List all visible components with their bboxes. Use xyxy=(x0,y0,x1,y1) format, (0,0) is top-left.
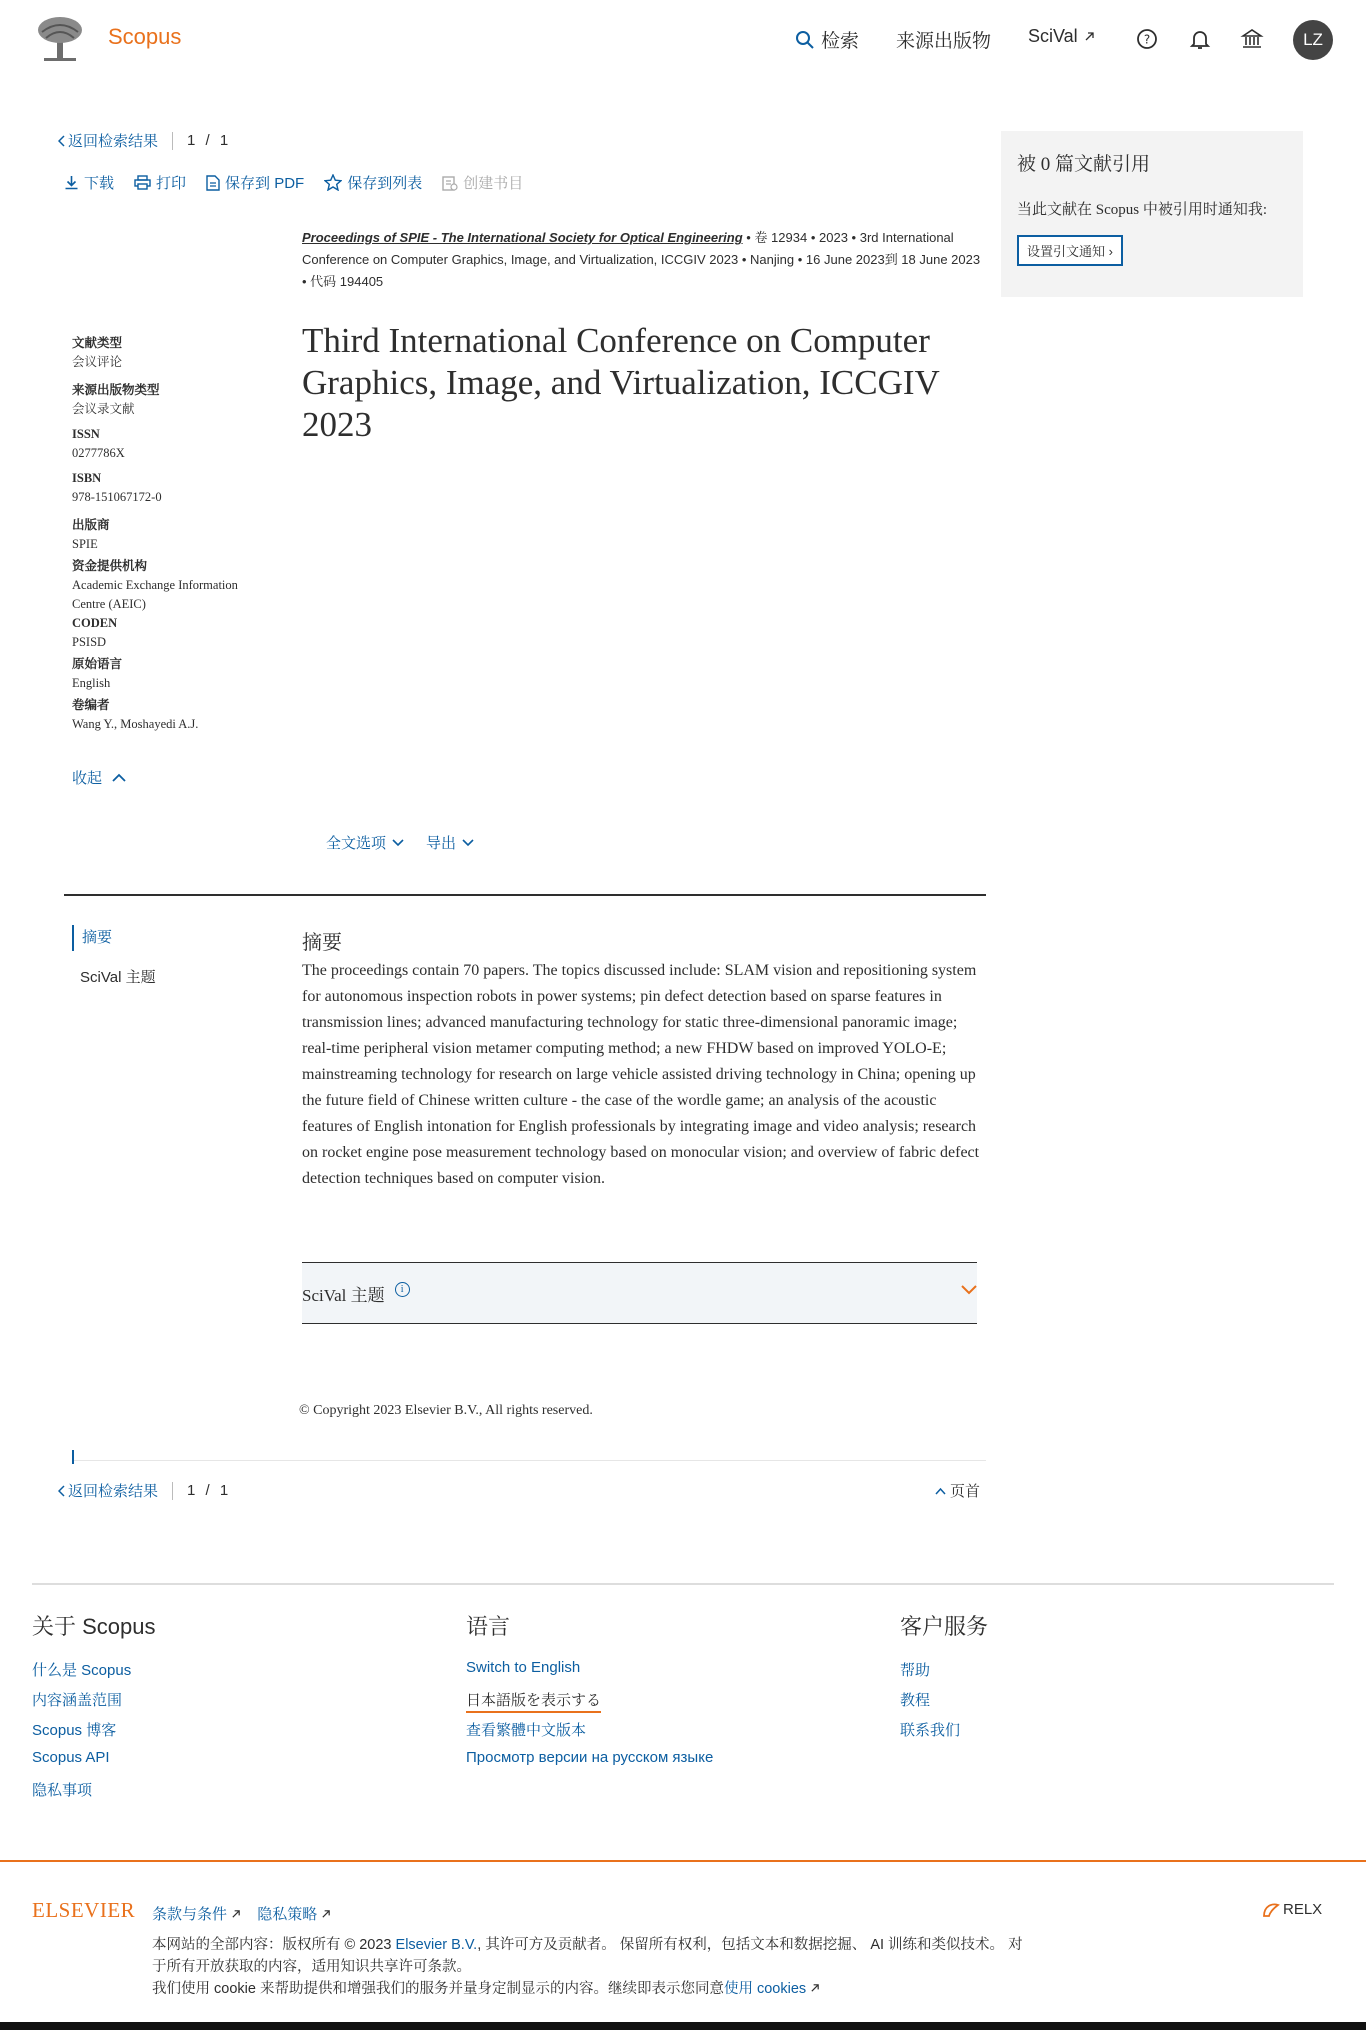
back-to-results-link[interactable] xyxy=(58,1480,158,1501)
set-citation-alert-button[interactable] xyxy=(1017,235,1123,266)
footer-service xyxy=(900,1610,988,1749)
help-icon[interactable] xyxy=(1135,27,1161,53)
privacy-policy-link[interactable] xyxy=(257,1903,331,1924)
chevron-right-icon: › xyxy=(1108,244,1113,259)
conference-name: 3rd International Conference on Computer Graphics, Image, and Virtualization, ICCGIV 2023 xyxy=(302,230,954,267)
section-nav-scival-topics[interactable]: SciVal 主题 xyxy=(80,969,156,986)
meta-label: 出版商 xyxy=(72,518,110,532)
elsevier-tree-logo[interactable] xyxy=(32,14,88,64)
conference-location: Nanjing xyxy=(750,252,795,267)
chevron-down-icon xyxy=(392,839,404,847)
chevron-down-icon xyxy=(462,839,474,847)
relx-logo[interactable] xyxy=(1262,1901,1322,1918)
elsevier-bv-link[interactable]: Elsevier B.V. xyxy=(395,1937,478,1953)
terms-link[interactable] xyxy=(152,1903,241,1924)
nav-scival-label: SciVal xyxy=(1028,26,1078,46)
meta-label: CODEN xyxy=(72,616,118,630)
conference-code: 代码 194405 xyxy=(310,274,384,289)
page-current: 1 xyxy=(187,132,196,149)
divider xyxy=(172,132,173,150)
footer-link[interactable]: Просмотр версии на русском языке xyxy=(466,1749,714,1766)
set-citation-alert-label: 设置引文通知 xyxy=(1027,244,1106,259)
divider xyxy=(74,1460,986,1461)
page-total: 1 xyxy=(219,1482,229,1499)
section-divider xyxy=(64,894,986,896)
footer-link[interactable]: 隐私事项 xyxy=(32,1782,93,1799)
meta-label: 原始语言 xyxy=(72,657,123,671)
search-icon xyxy=(795,30,815,50)
cited-by-count: 被 0 篇文献引用 xyxy=(1017,154,1151,175)
collapse-label: 收起 xyxy=(72,770,103,787)
bibliography-icon xyxy=(442,175,458,191)
download-button[interactable] xyxy=(64,172,114,193)
export-label: 导出 xyxy=(426,835,457,852)
user-avatar[interactable]: LZ xyxy=(1293,20,1333,60)
footer-accent-line xyxy=(0,1860,1366,1862)
download-label: 下载 xyxy=(84,175,115,192)
external-link-icon xyxy=(1084,31,1095,42)
meta-value: 0277786X xyxy=(72,446,125,460)
back-to-top-label: 页首 xyxy=(950,1483,981,1500)
external-link-icon xyxy=(231,1909,241,1919)
page-sep: / xyxy=(205,132,210,149)
privacy-label: 隐私策略 xyxy=(257,1906,318,1923)
breadcrumb xyxy=(58,130,228,151)
document-title: Third International Conference on Computer Graphics, Image, and Virtualization, ICCGIV 2023 xyxy=(302,321,940,444)
elsevier-logo[interactable]: ELSEVIER xyxy=(32,1898,136,1922)
year: 2023 xyxy=(819,230,848,245)
relx-label: RELX xyxy=(1283,1901,1323,1918)
citations-panel xyxy=(1001,131,1303,297)
result-position xyxy=(187,1482,228,1499)
external-link-icon xyxy=(810,1983,820,1993)
copyright-notice: © Copyright 2023 Elsevier B.V., All rights reserved. xyxy=(299,1403,593,1418)
meta-label: ISBN xyxy=(72,471,102,485)
back-to-results-label: 返回检索结果 xyxy=(68,1483,159,1500)
create-bibliography-label: 创建书目 xyxy=(463,175,524,192)
footer-link[interactable]: 什么是 Scopus xyxy=(32,1662,132,1679)
abstract-heading: 摘要 xyxy=(302,932,342,954)
print-label: 打印 xyxy=(156,175,187,192)
abstract-text: The proceedings contain 70 papers. The topics discussed include: SLAM vision and repositioning system for autonomous inspection robots in power systems; pin defect detection based on sparse features in transmission lines; advanced manufacturing technology for static three-dimensional panoramic image; real-time peripheral vision metamer computing method; a new FHDW based on improved YOLO-E; mainstreaming technology for research on large vehicle assisted driving technology in China; opening up the future field of Chinese written culture - the case of the wordle game; an analysis of the acoustic features of English intonation for English professionals by integrating image and video analysis; research on rocket engine pose measurement technology based on monocular vision; and overview of fabric defect detection techniques based on computer vision. xyxy=(302,962,980,1187)
external-link-icon xyxy=(321,1909,331,1919)
footer-link[interactable]: 查看繁體中文版本 xyxy=(466,1722,587,1739)
conference-dates: 16 June 2023到 18 June 2023 xyxy=(805,252,981,267)
journal-link[interactable]: Proceedings of SPIE - The International Society for Optical Engineering xyxy=(302,230,743,245)
nav-search-label: 检索 xyxy=(821,31,860,52)
nav-scival[interactable] xyxy=(1028,26,1095,47)
chevron-down-icon[interactable] xyxy=(961,1285,977,1295)
meta-value: Wang Y., Moshayedi A.J. xyxy=(72,717,199,731)
footer-link[interactable]: 联系我们 xyxy=(900,1722,961,1739)
meta-value: English xyxy=(72,676,111,690)
citation-alert-notice: 当此文献在 Scopus 中被引用时通知我: xyxy=(1017,202,1268,218)
print-button[interactable] xyxy=(134,172,186,193)
footer-link[interactable]: 内容涵盖范围 xyxy=(32,1692,123,1709)
footer-link[interactable]: 帮助 xyxy=(900,1662,931,1679)
nav-sources[interactable]: 来源出版物 xyxy=(896,31,992,52)
save-to-list-button[interactable] xyxy=(324,172,422,193)
cookie-notice: 我们使用 cookie 来帮助提供和增强我们的服务并量身定制显示的内容。继续即表示您同意 xyxy=(152,1981,724,1997)
footer-language xyxy=(466,1610,713,1779)
divider xyxy=(172,1482,173,1500)
scival-topics-title: SciVal 主题 xyxy=(302,1285,385,1305)
breadcrumb-bottom xyxy=(58,1480,228,1501)
legal-text-part: 本网站的全部内容：版权所有 © 2023 xyxy=(152,1937,392,1953)
save-pdf-label: 保存到 PDF xyxy=(225,175,305,192)
source-info: Proceedings of SPIE - The International Society for Optical Engineering • 卷 12934 • 2023 • 3rd International Conference on Computer Graphics, Image, and Virtualization, ICCGIV 2023 • Nanjing • 16 June 2023到 18 June 2023 • 代码 194405 xyxy=(302,230,981,289)
institution-icon[interactable] xyxy=(1240,27,1266,53)
terms-label: 条款与条件 xyxy=(152,1906,228,1923)
meta-label: 来源出版物类型 xyxy=(72,383,160,397)
meta-value: 978-151067172-0 xyxy=(72,490,162,504)
document-options xyxy=(326,832,474,853)
section-nav xyxy=(72,925,156,991)
meta-value: 会议评论 xyxy=(72,355,123,369)
footer-link[interactable]: 教程 xyxy=(900,1692,931,1709)
footer-link[interactable]: Scopus API xyxy=(32,1749,110,1766)
relx-icon xyxy=(1262,1902,1280,1918)
scival-topics-panel[interactable] xyxy=(302,1262,977,1324)
save-to-list-label: 保存到列表 xyxy=(347,175,423,192)
footer-link-label: 日本語版を表示する xyxy=(466,1692,601,1713)
legal-text xyxy=(152,1934,1032,2000)
footer-about xyxy=(32,1610,156,1809)
download-icon xyxy=(64,175,79,190)
footer-about-heading: 关于 Scopus xyxy=(32,1614,156,1639)
footer-link[interactable]: Switch to English xyxy=(466,1659,581,1676)
export-dropdown[interactable] xyxy=(426,832,474,853)
printer-icon xyxy=(134,175,151,190)
scopus-brand[interactable]: Scopus xyxy=(108,24,182,49)
page-total: 1 xyxy=(219,132,229,149)
star-icon xyxy=(324,174,342,191)
meta-value: 会议录文献 xyxy=(72,402,135,416)
meta-label: 资金提供机构 xyxy=(72,559,148,573)
save-pdf-button[interactable] xyxy=(206,172,304,193)
collapse-metadata-button[interactable] xyxy=(72,767,126,788)
use-cookies-link[interactable]: 使用 cookies xyxy=(723,1981,807,1997)
meta-value: SPIE xyxy=(72,537,98,551)
chevron-up-icon xyxy=(935,1487,946,1495)
back-to-results-link[interactable] xyxy=(58,130,158,151)
document-metadata xyxy=(72,333,272,734)
meta-label: 文献类型 xyxy=(72,336,123,350)
create-bibliography-button[interactable] xyxy=(442,172,523,193)
legal-links xyxy=(152,1903,331,1924)
bell-icon[interactable] xyxy=(1188,27,1214,53)
full-text-options-label: 全文选项 xyxy=(326,835,387,852)
info-icon[interactable]: i xyxy=(395,1282,410,1297)
page-current: 1 xyxy=(187,1482,196,1499)
pdf-icon xyxy=(206,175,220,191)
footer-language-heading: 语言 xyxy=(466,1614,511,1639)
footer-divider xyxy=(32,1583,1334,1585)
nav-search[interactable] xyxy=(795,26,859,53)
chevron-left-icon xyxy=(58,135,66,147)
section-nav-abstract[interactable]: 摘要 xyxy=(72,925,156,951)
full-text-options-dropdown[interactable] xyxy=(326,832,404,853)
svg-text:?: ? xyxy=(1143,32,1151,47)
page-sep: / xyxy=(205,1482,210,1499)
back-to-results-label: 返回检索结果 xyxy=(68,133,159,150)
document-actions xyxy=(64,172,523,193)
legal-text-part: , 其许可方及贡献者。 保留所有权利，包括文本和数据挖掘、 AI 训练和类似技术。 对于所有开放获取的内容，适用知识共享许可条款。 xyxy=(152,1937,1023,1975)
volume: 卷 12934 xyxy=(754,230,808,245)
footer-link[interactable] xyxy=(466,1689,713,1719)
footer-service-heading: 客户服务 xyxy=(900,1614,989,1639)
chevron-up-icon xyxy=(112,773,126,782)
back-to-top-link[interactable] xyxy=(935,1480,980,1501)
result-position xyxy=(187,132,228,149)
top-bar xyxy=(0,0,1366,80)
footer-link[interactable]: Scopus 博客 xyxy=(32,1722,117,1739)
chevron-left-icon xyxy=(58,1485,66,1497)
meta-label: 卷编者 xyxy=(72,698,110,712)
meta-value: PSISD xyxy=(72,635,107,649)
meta-value: Academic Exchange Information Centre (AEIC) xyxy=(72,578,238,611)
scroll-marker xyxy=(72,1450,74,1464)
bottom-bar xyxy=(0,2022,1366,2030)
meta-label: ISSN xyxy=(72,427,100,441)
